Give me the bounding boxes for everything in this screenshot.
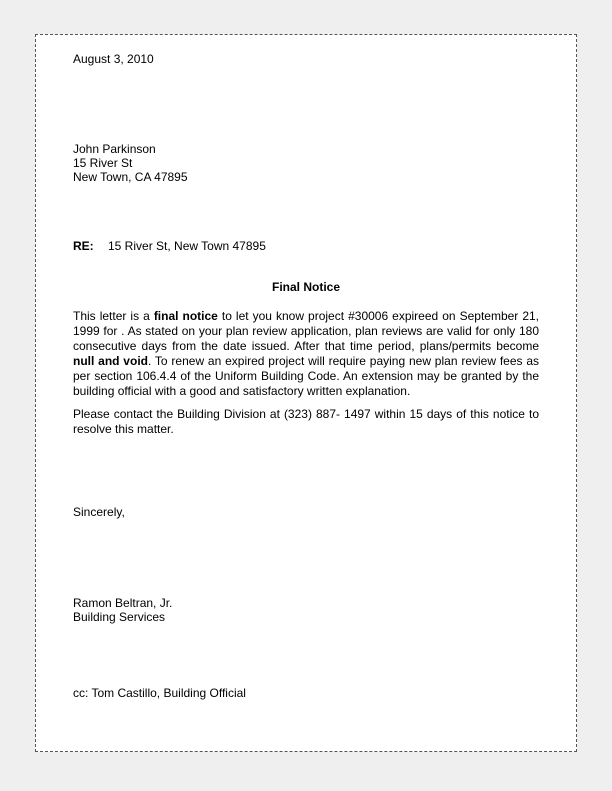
body-paragraph-2: Please contact the Building Division at (323) 887- 1497 within 15 days of this notice to resolve this matter. <box>73 407 539 436</box>
letter-title: Final Notice <box>271 280 340 294</box>
body-paragraph-1 <box>73 309 539 399</box>
paragraph-1-end: . To renew an expired project will require paying new plan review fees as per section 106.4.4 of the Uniform Building Code. An extension may be granted by the building official with a good and satisfactory written explanation. <box>73 354 539 398</box>
closing: Sincerely, <box>73 505 125 519</box>
recipient-name: John Parkinson <box>73 142 156 156</box>
signer-department: Building Services <box>73 610 166 624</box>
re-label: RE: <box>73 239 94 253</box>
letter-date: August 3, 2010 <box>73 52 154 66</box>
recipient-address <box>73 142 188 184</box>
recipient-city: New Town, CA 47895 <box>73 170 188 184</box>
re-value: 15 River St, New Town 47895 <box>108 239 266 253</box>
signer-name: Ramon Beltran, Jr. <box>73 596 173 610</box>
recipient-street: 15 River St <box>73 156 133 170</box>
final-notice-emphasis: final notice <box>153 309 218 323</box>
cc-line: cc: Tom Castillo, Building Official <box>73 686 246 700</box>
null-and-void-emphasis: null and void <box>73 354 148 368</box>
paragraph-1-intro: This letter is a <box>73 309 154 323</box>
letter-page <box>35 34 577 752</box>
paragraph-1-middle: to let you know project #30006 expireed on September 21, 1999 for . As stated on your plan review application, plan reviews are valid for only 180 consecutive days from the date issued. After that time period, plans/permits become <box>73 309 540 353</box>
re-line <box>73 239 266 253</box>
signature-block <box>73 596 172 624</box>
